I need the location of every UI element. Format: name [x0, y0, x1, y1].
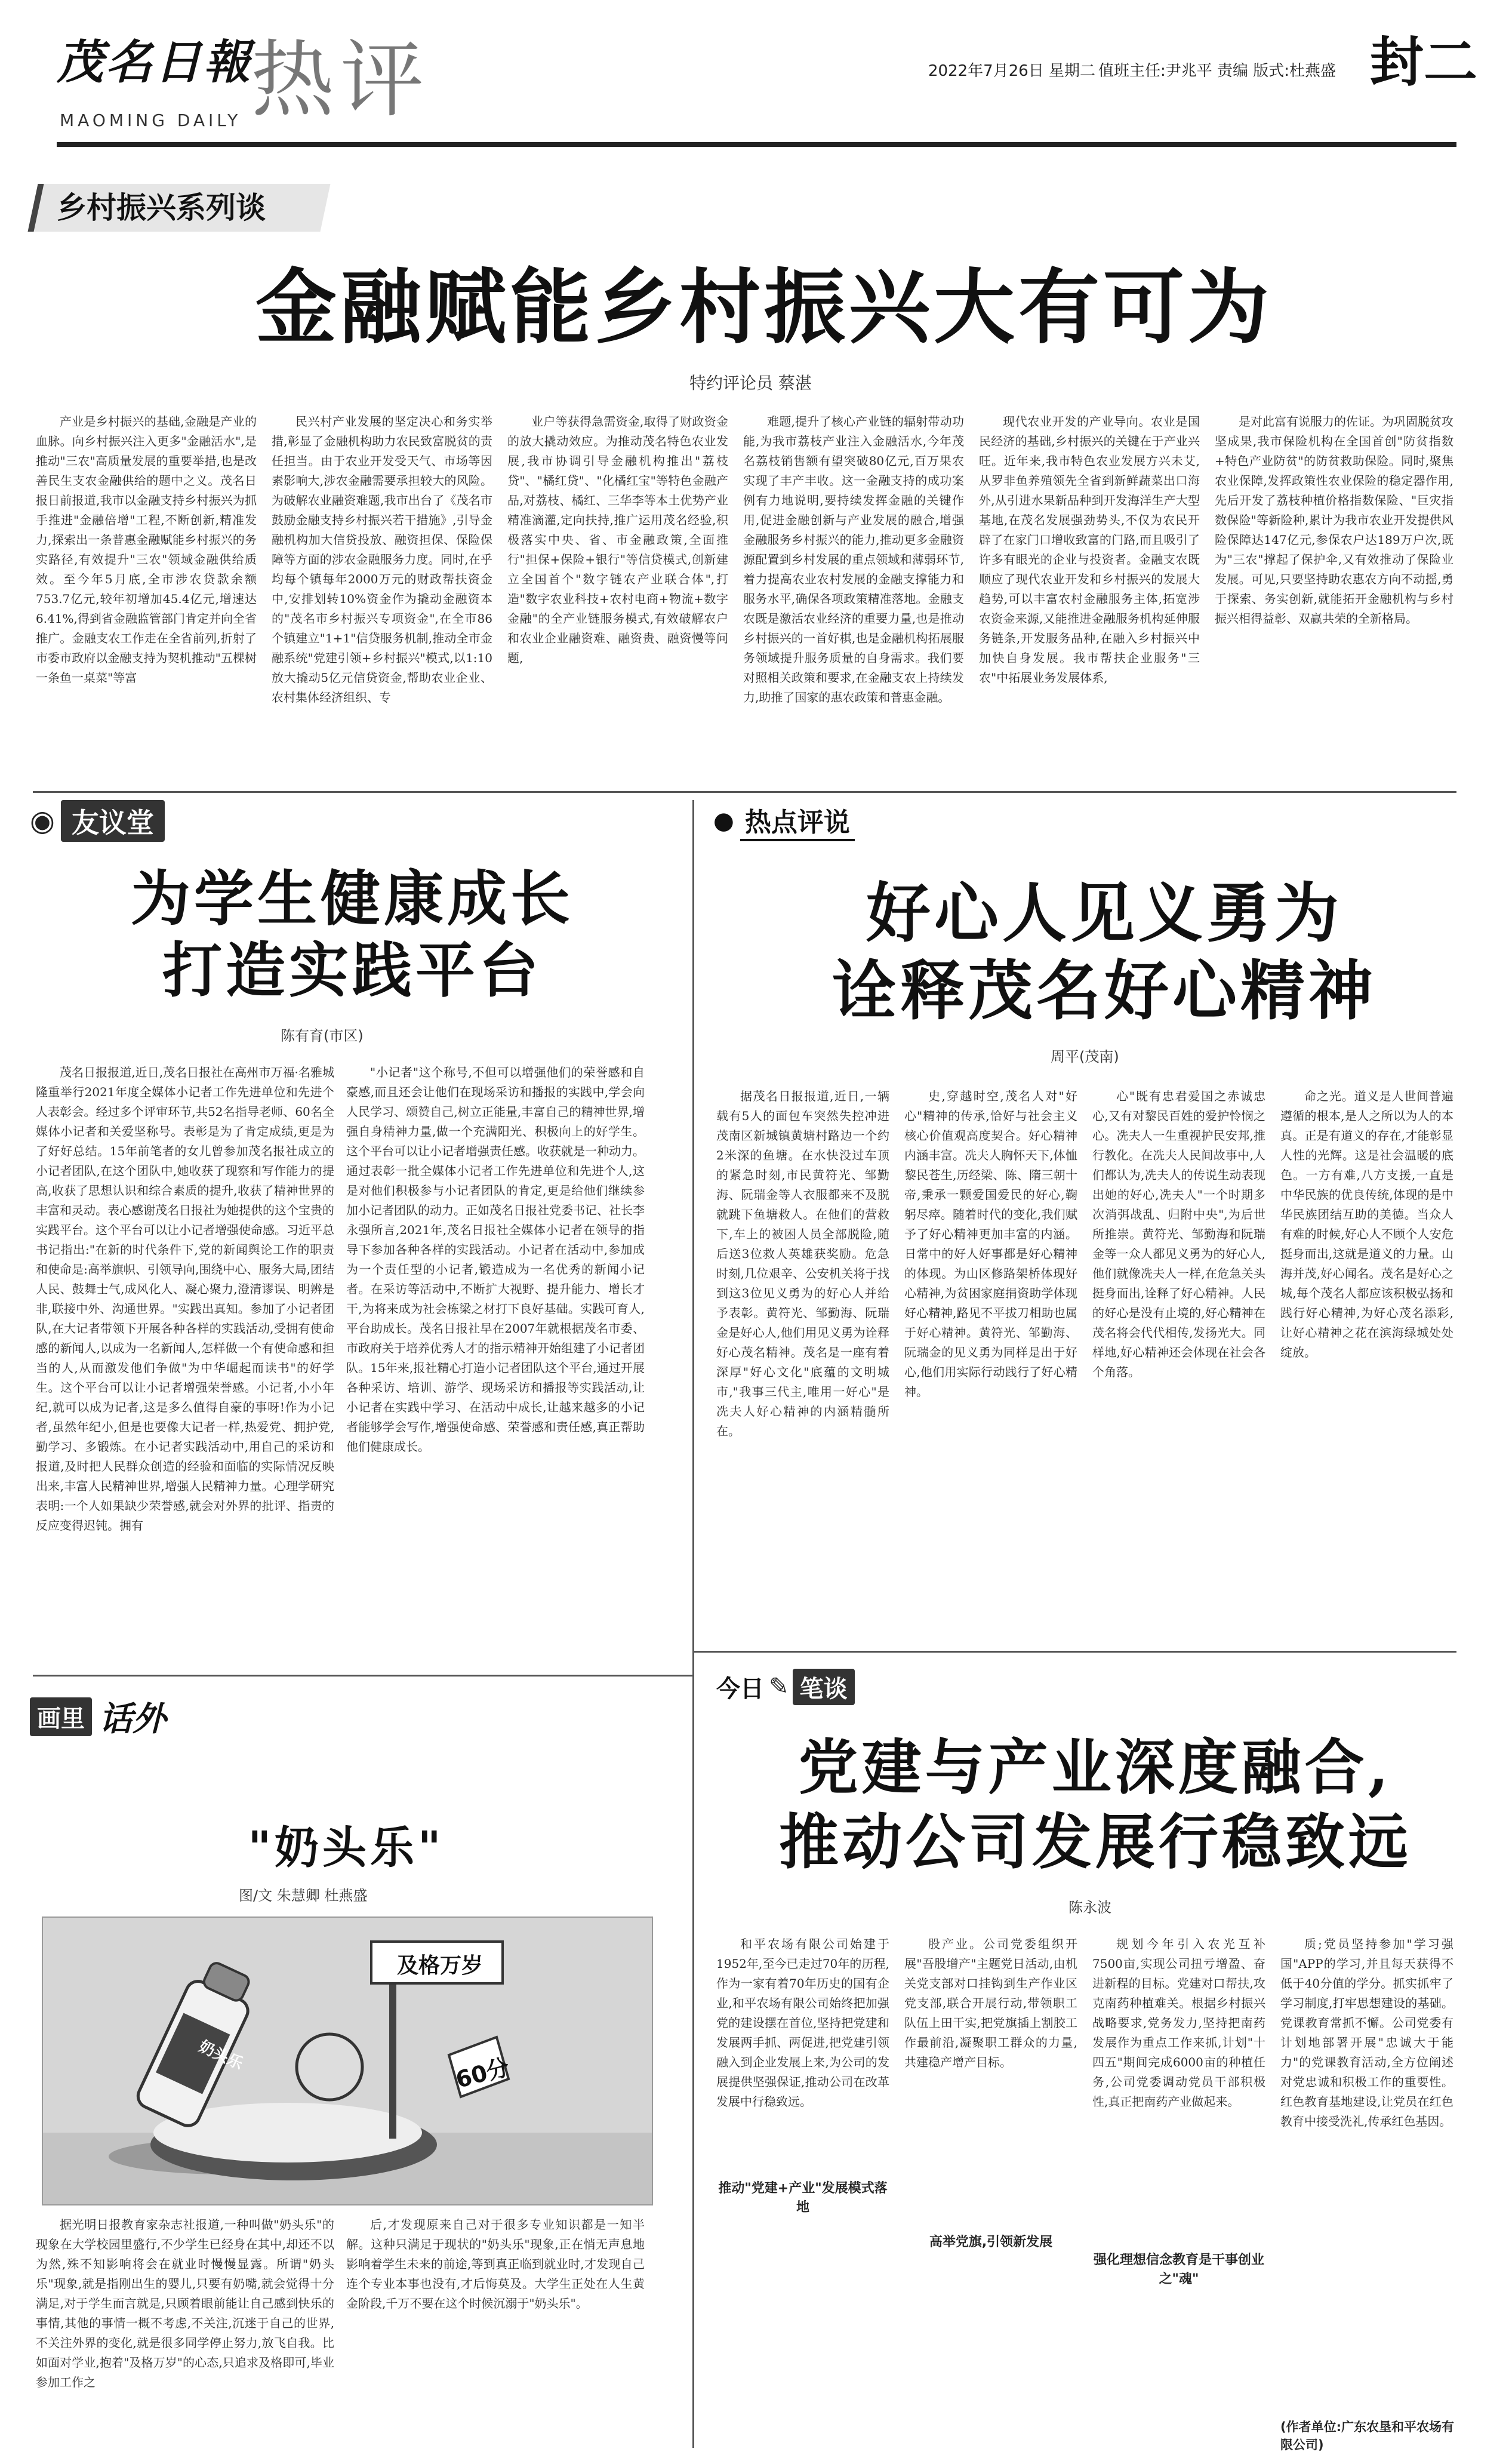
huali-column-2: 后,才发现原来自己对于很多专业知识都是一知半解。这种只满足于现状的"奶头乐"现象,正在悄无声息地影响着学生未来的前途,等到真正临到就业时,才发现自己连个专业本事也没有,才后悔莫及。大学生正处在人生黄金阶段,千万不要在这个时候沉溺于"奶头乐"。	[346, 2217, 645, 2311]
masthead	[0, 0, 1509, 179]
cartoon-sign-text: 及格万岁	[396, 1954, 483, 1978]
hotspot-article	[698, 794, 1474, 1660]
lead-column-1: 产业是乡村振兴的基础,金融是产业的血脉。向乡村振兴注入更多"金融活水",是推动"三农"高质量发展的重要举措,也是改善民生支农金融供给的题中之义。茂名日报日前报道,我市以金融支持乡村振兴为抓手推进"金融倍增"工程,不断创新,精准发力,探索出一条普惠金融赋能乡村振兴的务实路径,有效提升"三农"领域金融供给质效。至今年5月底,全市涉农贷款余额753.7亿元,较年初增加45.4亿元,增速达6.41%,得到省金融监管部门肯定并向全省推广。金融支农工作走在全省前列,折射了市委市政府以金融支持为契机推动"五棵树一条鱼一桌菜"等富	[36, 414, 257, 685]
left-right-divider	[692, 800, 694, 2448]
lead-bottom-rule	[33, 791, 1456, 793]
jinri-author-note: (作者单位:广东农垦和平农场有限公司)	[1280, 2420, 1454, 2452]
series-tag: 乡村振兴系列谈	[27, 184, 330, 232]
paper-name-en: MAOMING DAILY	[60, 110, 242, 130]
jinri-byline: 陈永波	[1068, 1899, 1111, 1916]
youyi-column-2: "小记者"这个称号,不但可以增强他们的荣誉感和自豪感,而且还会让他们在现场采访和播报的实践中,学会向人民学习、颂赞自己,树立正能量,丰富自己的精神世界,增强自身精神力量,做一个充满阳光、积极向上的好学生。这个平台可以让小记者增强责任感。收获就是一种动力。通过表彰一批全媒体小记者工作先进单位和先进个人,这是对他们积极参与小记者团队的肯定,更是给他们继续参加小记者团队的动力。正如茂名日报社党委书记、社长李永强所言,2021年,茂名日报社全媒体小记者在领导的指导下参加各种各样的实践活动。小记者在活动中,参加成为一个责任型的小记者,锻造成为一名优秀的新闻小记者。在采访等活动中,不断扩大视野、提升能力、增长才干,为将来成为社会栋梁之材打下良好基础。实践可育人,平台助成长。茂名日报社早在2007年就根据茂名市委、市政府关于培养优秀人才的指示精神开始组建了小记者团队。15年来,报社精心打造小记者团队这个平台,通过开展各种采访、培训、游学、现场采访和播报等实践活动,让小记者在实践中学习、在活动中成长,让越来越多的小记者能够学会写作,增强使命感、荣誉感和责任感,真正帮助他们健康成长。	[346, 1065, 645, 1454]
youyi-tag: ◉ 友议堂	[30, 803, 165, 839]
jinri-subhead-1: 推动"党建+产业"发展模式落地	[718, 2181, 888, 2215]
section-title: 热评	[251, 32, 430, 129]
left-mid-rule	[33, 1675, 692, 1676]
cartoon-image	[42, 1917, 653, 2205]
date-info: 2022年7月26日 星期二	[928, 62, 1096, 80]
cartoon-svg	[43, 1918, 652, 2204]
huali-byline: 图/文 朱慧卿 杜燕盛	[239, 1887, 368, 1904]
jinri-column-1b	[716, 2227, 889, 2454]
lead-headline: 金融赋能乡村振兴大有可为	[255, 260, 1273, 355]
youyi-headline-line2: 打造实践平台	[162, 935, 542, 1005]
jinri-headline-line1: 党建与产业深度融合,	[798, 1732, 1393, 1802]
jinri-subhead-2: 高举党旗,引领新发展	[929, 2235, 1053, 2250]
huali-article	[0, 1678, 692, 2460]
youyi-headline-line1: 为学生健康成长	[131, 863, 574, 934]
jinri-column-3: 规划今年引入农光互补7500亩,实现公司扭亏增盈、奋进新程的目标。党建对口帮扶,攻克南药种植难关。根据乡村振兴战略要求,党务发力,坚持把南药发展作为重点工作来抓,计划"十四五"期间完成6000亩的种植任务,公司党委调动党员干部积极性,真正把南药产业做起来。	[1092, 1937, 1265, 2109]
paper-logo	[57, 33, 254, 104]
bullet-icon: ●	[713, 807, 734, 835]
editor-line: 值班主任:尹兆平 责编 版式:杜燕盛	[1098, 62, 1336, 80]
lead-column-5: 现代农业开发的产业导向。农业是国民经济的基础,乡村振兴的关键在于产业兴旺。近年来,我市特色农业发展方兴未艾,从罗非鱼养殖领先全省到新鲜蔬菜出口海外,从引进水果新品种到开发海洋生产大型基地,在茂名发展强劲势头,不仅为农民开辟了在家门口增收致富的门路,而且吸引了许多有眼光的企业与投资者。金融支农既顺应了现代农业开发和乡村振兴的发展大趋势,可以丰富农村金融服务主体,拓宽涉农资金来源,又能推进金融服务机构延伸服务链条,开发服务品种,在融入乡村振兴中加快自身发展。我市帮扶企业服务"三农"中拓展业务发展体系,	[979, 414, 1200, 685]
page-label: 封二	[1370, 31, 1477, 94]
huali-column-1: 据光明日报教育家杂志社报道,一种叫做"奶头乐"的现象在大学校园里盛行,不少学生已经身在其中,却还不以为然,殊不知影响将会在就业时慢慢显露。所谓"奶头乐"现象,就是指刚出生的婴儿,只要有奶嘴,就会觉得十分满足,对于学生而言就是,只顾着眼前能让自己感到快乐的事情,其他的事情一概不考虑,不关注,沉迷于自己的世界,不关注外界的变化,就是很多同学停止努力,放飞自我。比如面对学业,抱着"及格万岁"的心态,只追求及格即可,毕业参加工作之	[36, 2217, 334, 2389]
jinri-column-1: 和平农场有限公司始建于1952年,至今已走过70年的历程,作为一家有着70年历史的国有企业,和平农场有限公司始终把加强党的建设摆在首位,坚持把党建和发展两手抓、两促进,把党建引领融入到企业发展上来,为公司的发展提供坚强保证,推动公司在改革发展中行稳致远。	[716, 1937, 889, 2109]
jinri-headline-line2: 推动公司发展行稳致远	[779, 1807, 1412, 1877]
youyi-column-1: 茂名日报报道,近日,茂名日报社在高州市万福·名雅城隆重举行2021年度全媒体小记者工作先进单位和先进个人表彰会。经过多个评审环节,共52名指导老师、60名全媒体小记者和关爱坚称号。表彰是为了肯定成绩,更是为了好好总结。15年前笔者的女儿曾参加茂名报社成立的小记者团队,在这个团队中,她收获了现察和写作能力的提高,收获了思想认识和综合素质的提升,收获了精神世界的丰富和灵动。表心感谢茂名日报社为她提供的这个宝贵的实践平台。这个平台可以让小记者增强使命感。习近平总书记指出:"在新的时代条件下,党的新闻舆论工作的职责和使命是:高举旗帜、引领导向,围绕中心、服务大局,团结人民、鼓舞士气,成风化人、凝心聚力,澄清谬误、明辨是非,联接中外、沟通世界。"实践出真知。参加了小记者团队,在大记者带领下开展各种各样的实践活动,受拥有使命感的新闻人,以成为一名新闻人,怎样做一个有使命感和担当的人,从而激发他们争做"为中华崛起而读书"的好学生。这个平台可以让小记者增强荣誉感。小记者,小小年纪,就可以成为记者,这是多么值得自豪的事呀!作为小记者,虽然年纪小,但是也要像大记者一样,热爱党、拥护党,勤学习、多锻炼。在小记者实践活动中,用自己的采访和报道,及时把人民群众创造的经验和面临的实际情况反映出来,丰富人民精神世界,增强人民精神力量。心理学研究表明:一个人如果缺少荣誉感,就会对外界的批评、指责的反应变得迟钝。拥有	[36, 1065, 334, 1533]
jinri-tag: 今日 ✎ 笔谈	[716, 1666, 855, 1708]
cartoon-score-text: 60分	[452, 2053, 512, 2093]
jinri-column-2: 股产业。公司党委组织开展"吾股增产"主题党日活动,由机关党支部对口挂钩到生产作业区党支部,联合开展行动,带领职工队伍上田干实,把党旗插上割胶工作最前沿,凝聚职工群众的力量,共建稳产增产目标。	[904, 1937, 1077, 2069]
masthead-divider	[57, 142, 1456, 147]
youyi-byline: 陈有育(市区)	[281, 1028, 364, 1044]
hotspot-column-2: 史,穿越时空,茂名人对"好心"精神的传承,恰好与社会主义核心价值观高度契合。好心精神内涵丰富。冼夫人胸怀天下,体恤黎民苍生,历经梁、陈、隋三朝十帝,秉承一颗爱国爱民的好心,鞠躬尽瘁。随着时代的变化,我们赋予了好心精神更加丰富的内涵。日常中的好人好事都是好心精神的体现。为山区修路架桥体现好心精神,为贫困家庭捐资助学体现好心精神,路见不平拔刀相助也属于好心精神。黄符光、邹勤海、阮瑞金的见义勇为同样是出于好心,他们用实际行动践行了好心精神。	[904, 1089, 1077, 1399]
rss-icon: ◉	[30, 804, 55, 838]
cartoon-bottle-text: 奶头乐	[196, 2037, 246, 2074]
jinri-column-4: 质;党员坚持参加"学习强国"APP的学习,并且每天获得不低于40分值的学分。抓实抓牢了学习制度,打牢思想建设的基础。党课教育常抓不懈。公司党委有计划地部署开展"忠诚大于能力"的党课教育活动,全方位阐述对党忠诚和积极工作的重要性。红色教育基地建设,让党员在红色教育中接受洗礼,传承红色基因。	[1280, 1937, 1453, 2128]
youyi-article	[0, 794, 692, 1690]
lead-column-4: 难题,提升了核心产业链的辐射带动功能,为我市荔枝产业注入金融活水,今年茂名荔枝销售额有望突破80亿元,百万果农实现了丰产丰收。这一金融支持的成功案例有力地说明,要持续发挥金融的关键作用,促进金融创新与产业发展的融合,增强金融服务乡村振兴的能力,推动更多金融资源配置到乡村发展的重点领域和薄弱环节,着力提高农业农村发展的金融支撑能力和服务水平,确保各项政策精准落地。金融支农既是激活农业经济的重要力量,也是推动乡村振兴的一首好棋,也是金融机构拓展服务领域提升服务质量的自身需求。我们要对照相关政策和要求,在金融支农上持续发力,助推了国家的惠农政策和普惠金融。	[743, 414, 964, 705]
hotspot-column-1: 据茂名日报报道,近日,一辆载有5人的面包车突然失控冲进茂南区新城镇黄塘村路边一个约2米深的鱼塘。在水快没过车顶的紧急时刻,市民黄符光、邹勤海、阮瑞金等人衣服都来不及脱就跳下鱼塘救人。在他们的营救下,车上的被困人员全部脱险,随后送3位救人英雄获奖励。危急时刻,几位艰辛、公安机关将于找到这3位见义勇为的好心人并给予表彰。黄符光、邹勤海、阮瑞金是好心人,他们用见义勇为诠释好心茂名精神。茂名是一座有着深厚"好心文化"底蕴的文明城市,"我事三代主,唯用一好心"是冼夫人好心精神的内涵精髓所在。	[716, 1089, 889, 1438]
jinri-subhead-3: 强化理想信念教育是干事创业之"魂"	[1093, 2253, 1264, 2287]
lead-column-2: 民兴村产业发展的坚定决心和务实举措,彰显了金融机构助力农民致富脱贫的责任担当。由于农业开发受天气、市场等因素影响大,涉农金融需要承担较大的风险。为破解农业融资难题,我市出台了《茂名市鼓励金融支持乡村振兴若干措施》,引导金融机构加大信贷投放、融资担保、保险保障等方面的涉农金融服务力度。同时,在乎均每个镇每年2000万元的财政帮扶资金中,安排划转10%资金作为撬动金融资本的"茂名市乡村振兴专项资金",在全市86个镇建立"1+1"信贷服务机制,推动全市金融系统"党建引领+乡村振兴"模式,以1:10放大撬动5亿元信贷资金,帮助农业企业、农村集体经济组织、专	[272, 414, 492, 705]
lead-column-3: 业户等获得急需资金,取得了财政资金的放大撬动效应。为推动茂名特色农业发展,我市协调引导金融机构推出"荔枝贷"、"橘红贷"、"化橘红宝"等特色金融产品,对荔枝、橘红、三华李等本土优势产业精准滴灌,定向扶持,推广运用茂名经验,积极落实中央、省、市金融政策,全面推行"担保+保险+银行"等信贷模式,创新建立全国首个"数字链农产业联合体",打造"数字农业科技+农村电商+物流+数字金融"的全产业链服务模式,有效破解农户和农业企业融资难、融资贵、融资慢等问题,	[507, 414, 728, 665]
right-mid-rule	[694, 1651, 1456, 1653]
hotspot-headline-line2: 诠释茂名好心精神	[832, 953, 1376, 1029]
hotspot-byline: 周平(茂南)	[1051, 1048, 1119, 1065]
hotspot-headline-line1: 好心人见义勇为	[866, 876, 1342, 951]
jinri-article	[698, 1654, 1474, 2460]
lead-article	[0, 173, 1509, 794]
hotspot-column-3: 心"既有忠君爱国之赤诚忠心,又有对黎民百姓的爱护怜悯之心。冼夫人一生重视护民安邦,推行教化。在冼夫人民间故事中,人们都认为,冼夫人的传说生动表现出她的好心,冼夫人"一个时期多次消弭战乱、归附中央",为后世所推崇。黄符光、邹勤海和阮瑞金等一众人都见义勇为的好心人,他们就像冼夫人一样,在危急关头挺身而出,诠释了好心精神。人民的好心是没有止境的,好心精神在茂名将会代代相传,发扬光大。同样地,好心精神还会体现在社会各个角落。	[1092, 1089, 1265, 1379]
hotspot-tag: ● 热点评说	[713, 803, 855, 839]
hotspot-column-4: 命之光。道义是人世间普遍遵循的根本,是人之所以为人的本真。正是有道义的存在,才能彰显人性的光辉。这是社会温暖的底色。一方有难,八方支援,一直是中华民族的优良传统,体现的是中华民族团结互助的美德。当众人有难的时候,好心人不顾个人安危挺身而出,这就是道义的力量。山海并茂,好心闻名。茂名是好心之城,每个茂名人都应该积极弘扬和践行好心精神,为好心茂名添彩,让好心精神之花在滨海绿城处处绽放。	[1280, 1089, 1453, 1359]
lead-byline: 特约评论员 蔡湛	[689, 373, 812, 393]
paper-name: 茂名日報	[57, 35, 253, 90]
pen-icon: ✎	[769, 1673, 789, 1700]
huali-tag: 画里 话外	[30, 1696, 166, 1737]
lead-column-6: 是对此富有说服力的佐证。为巩固脱贫攻坚成果,我市保险机构在全国首创"防贫指数+特色产业防贫"的防贫救助保险。同时,聚焦农业保障,发挥政策性农业保险的稳定器作用,先后开发了荔枝种植价格指数保险、"巨灾指数保险"等新险种,累计为我市农业开发提供风险保障达147亿元,参保农户达189万户次,既为"三农"撑起了保护伞,又有效推动了保险业发展。可见,只要坚持助农惠农方向不动摇,勇于探索、务实创新,就能拓开金融机构与乡村振兴相得益彰、双赢共荣的全新格局。	[1215, 414, 1453, 626]
huali-headline: "奶头乐"	[248, 1822, 445, 1874]
